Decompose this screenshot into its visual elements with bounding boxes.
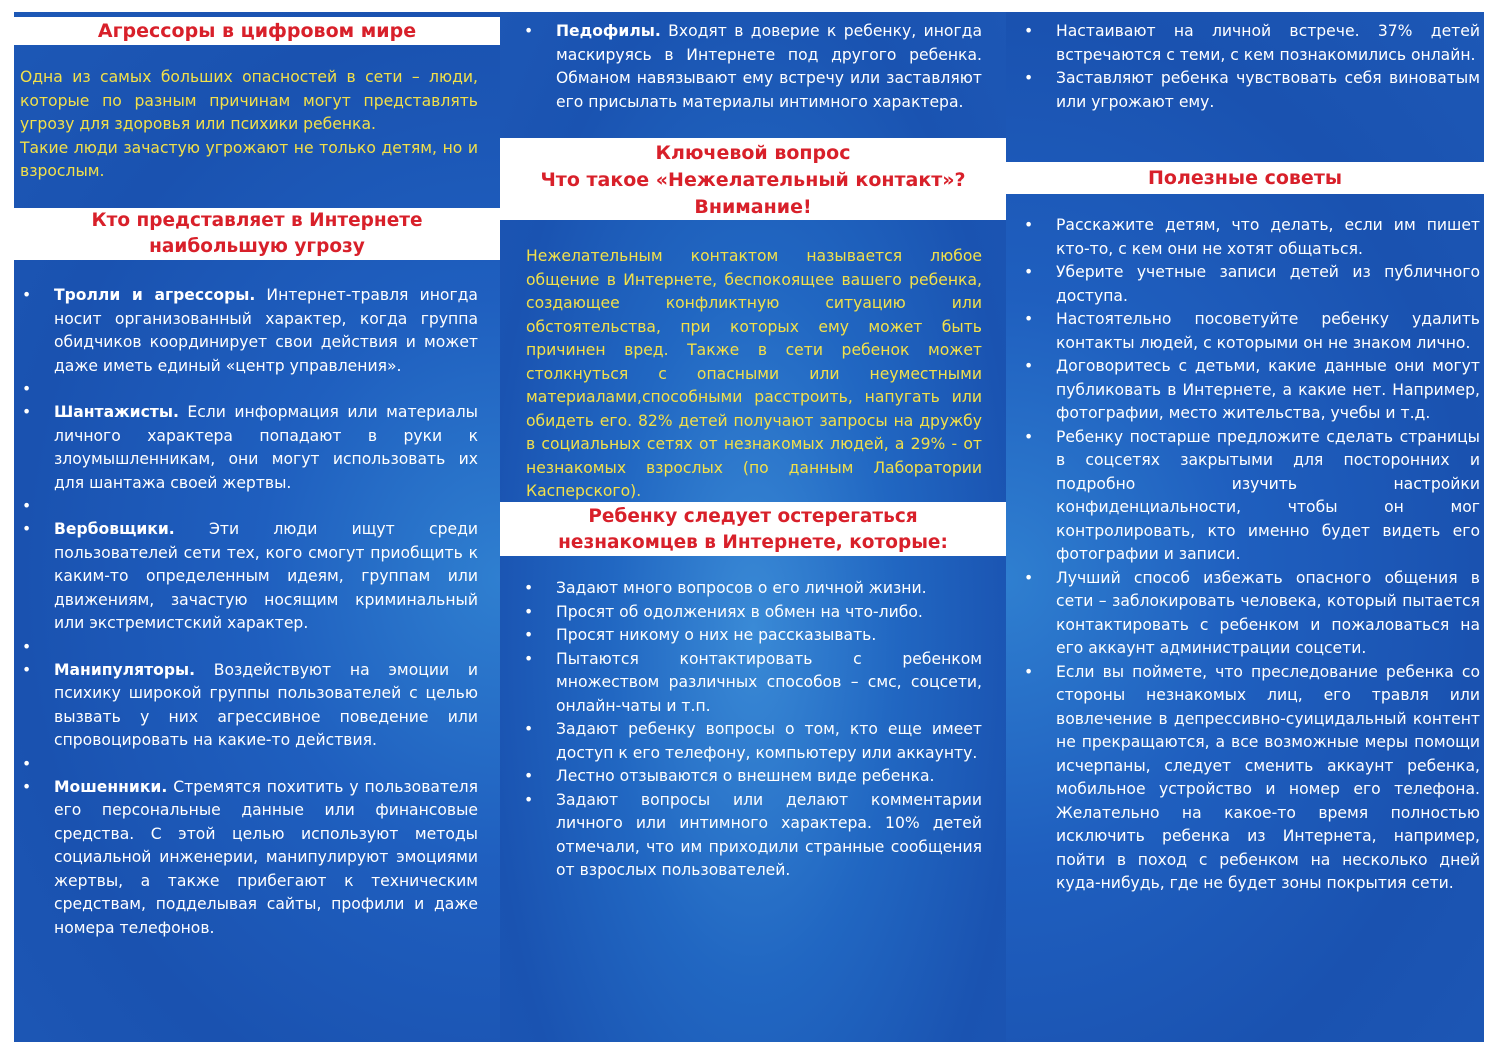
list-item [516, 20, 982, 114]
list-item: • Расскажите детям, что делать, если им пишет кто-то, с кем они не хотят общаться. [1016, 214, 1480, 261]
item-term: Манипуляторы. [54, 660, 196, 679]
spacer [14, 753, 478, 776]
spacer [14, 495, 478, 518]
item-term: Педофилы. [556, 22, 661, 40]
list-item: • Лучший способ избежать опасного общения в сети – заблокировать человека, который пытается контактировать с ребенком и пожаловаться на его аккаунт администрации соцсети. [1016, 567, 1480, 661]
list-item [14, 659, 478, 753]
list-item: • Задают ребенку вопросы о том, кто еще имеет доступ к его телефону, компьютеру или аккаунту. [516, 718, 982, 765]
list-item: • Просят никому о них не рассказывать. [516, 624, 982, 648]
item-term: Вербовщики. [54, 520, 175, 538]
section-heading: Полезные советы [1006, 162, 1484, 194]
panel-aggressors [14, 12, 500, 1042]
item-term: Тролли и агрессоры. [54, 286, 256, 304]
item-text: Если информация или материалы личного характера попадают в руки к злоумышленникам, они могут использовать их для шантажа своей жертвы. [54, 403, 478, 492]
panel-title: Агрессоры в цифровом мире [14, 17, 500, 45]
list-item: • Ребенку постарше предложите сделать страницы в соцсетях закрытыми для посторонних и подробно изучить настройки конфиденциальности, чтобы он мог контролировать, кто именно будет видеть его фотографии и записи. [1016, 426, 1480, 567]
spacer [14, 378, 478, 401]
list-item: • Заставляют ребенка чувствовать себя виноватым или угрожают ему. [1016, 67, 1480, 114]
intro-paragraph-2: Такие люди зачастую угрожают не только детям, но и взрослым. [20, 138, 478, 180]
key-question-label: Ключевой вопрос [655, 142, 851, 164]
list-item: • Договоритесь с детьми, какие данные они могут публиковать в Интернете, а какие нет. Например, фотографии, место жительства, учебы и т.д. [1016, 355, 1480, 426]
key-question-title: Что такое «Нежелательный контакт»? [540, 169, 966, 191]
section-heading: Кто представляет в Интернете наибольшую угрозу [14, 208, 500, 260]
list-item: • Просят об одолжениях в обмен на что-либо. [516, 601, 982, 625]
list-item: • Пытаются контактировать с ребенком множеством различных способов – смс, соцсети, онлайн-чаты и т.п. [516, 648, 982, 719]
warning-list-continued [1016, 20, 1480, 114]
list-item: • Задают много вопросов о его личной жизни. [516, 577, 982, 601]
list-item: • Задают вопросы или делают комментарии личного или интимного характера. 10% детей отмечали, что им приходили странные сообщения от взрослых пользователей. [516, 789, 982, 883]
intro-text [20, 66, 478, 184]
threat-list [14, 284, 478, 940]
spacer [14, 636, 478, 659]
item-text: Эти люди ищут среди пользователей сети тех, кого смогут приобщить к каким-то определенным идеям, группам или движениям, зачастую носящим криминальный или экстремистский характер. [54, 520, 478, 632]
list-item: • Лестно отзываются о внешнем виде ребенка. [516, 765, 982, 789]
item-term: Шантажисты. [54, 403, 179, 421]
panel-unwanted-contact [500, 12, 1006, 1042]
list-item [14, 776, 478, 941]
item-text: Стремятся похитить у пользователя его персональные данные или финансовые средства. С этой целью используют методы социальной инженерии, манипулируют эмоциями жертвы, а также прибегают к техническим средствам, подделывая сайты, профили и даже номера телефонов. [54, 777, 478, 937]
item-term: Мошенники. [54, 777, 168, 796]
list-item [14, 401, 478, 495]
item-text: Интернет-травля иногда носит организованный характер, когда группа обидчиков координирует свои действия и может даже иметь единый «центр управления». [54, 286, 478, 375]
panel-useful-tips [1006, 12, 1484, 1042]
tips-list [1016, 214, 1480, 896]
list-item: • Уберите учетные записи детей из публичного доступа. [1016, 261, 1480, 308]
item-text: Входят в доверие к ребенку, иногда маскируясь в Интернете под другого ребенка. Обманом навязывают ему встречу или заставляют его присылать материалы интимного характера. [556, 22, 982, 111]
list-item: • Настоятельно посоветуйте ребенку удалить контакты людей, с которыми он не знаком лично. [1016, 308, 1480, 355]
pedophile-list [516, 20, 982, 114]
list-item [14, 284, 478, 378]
key-question-box [500, 138, 1006, 220]
attention-label: Внимание! [694, 196, 812, 218]
intro-paragraph: Одна из самых больших опасностей в сети – люди, которые по разным причинам могут представлять угрозу для здоровья или психики ребенка. [20, 68, 478, 133]
list-item [14, 518, 478, 636]
section-heading: Ребенку следует остерегаться незнакомцев в Интернете, которые: [500, 502, 1006, 556]
item-text: Воздействуют на эмоции и психику широкой группы пользователей с целью вызвать у них агрессивное поведение или спровоцировать на какие-то действия. [54, 660, 478, 749]
definition-text: Нежелательным контактом называется любое общение в Интернете, беспокоящее вашего ребенка, создающее конфликтную ситуацию или обстоятельства, при которых ему может быть причинен вред. Также в сети ребенок может столкнуться с опасными или неуместными материалами,способными расстроить, напугать или обидеть его. 82% детей получают запросы на дружбу в социальных сетях от незнакомых людей, а 29% - от незнакомых взрослых (по данным Лаборатории Касперского). [526, 247, 982, 500]
list-item: • Настаивают на личной встрече. 37% детей встречаются с теми, с кем познакомились онлайн. [1016, 20, 1480, 67]
warning-list [516, 577, 982, 883]
list-item: • Если вы поймете, что преследование ребенка со стороны незнакомых лиц, его травля или вовлечение в депрессивно-суицидальный контент не прекращаются, а все возможные меры помощи исчерпаны, следует сменить аккаунт ребенка, мобильное устройство и номер его телефона. Желательно на какое-то время полностью исключить ребенка из Интернета, например, пойти в поход с ребенком на несколько дней куда-нибудь, где не будет зоны покрытия сети. [1016, 661, 1480, 896]
